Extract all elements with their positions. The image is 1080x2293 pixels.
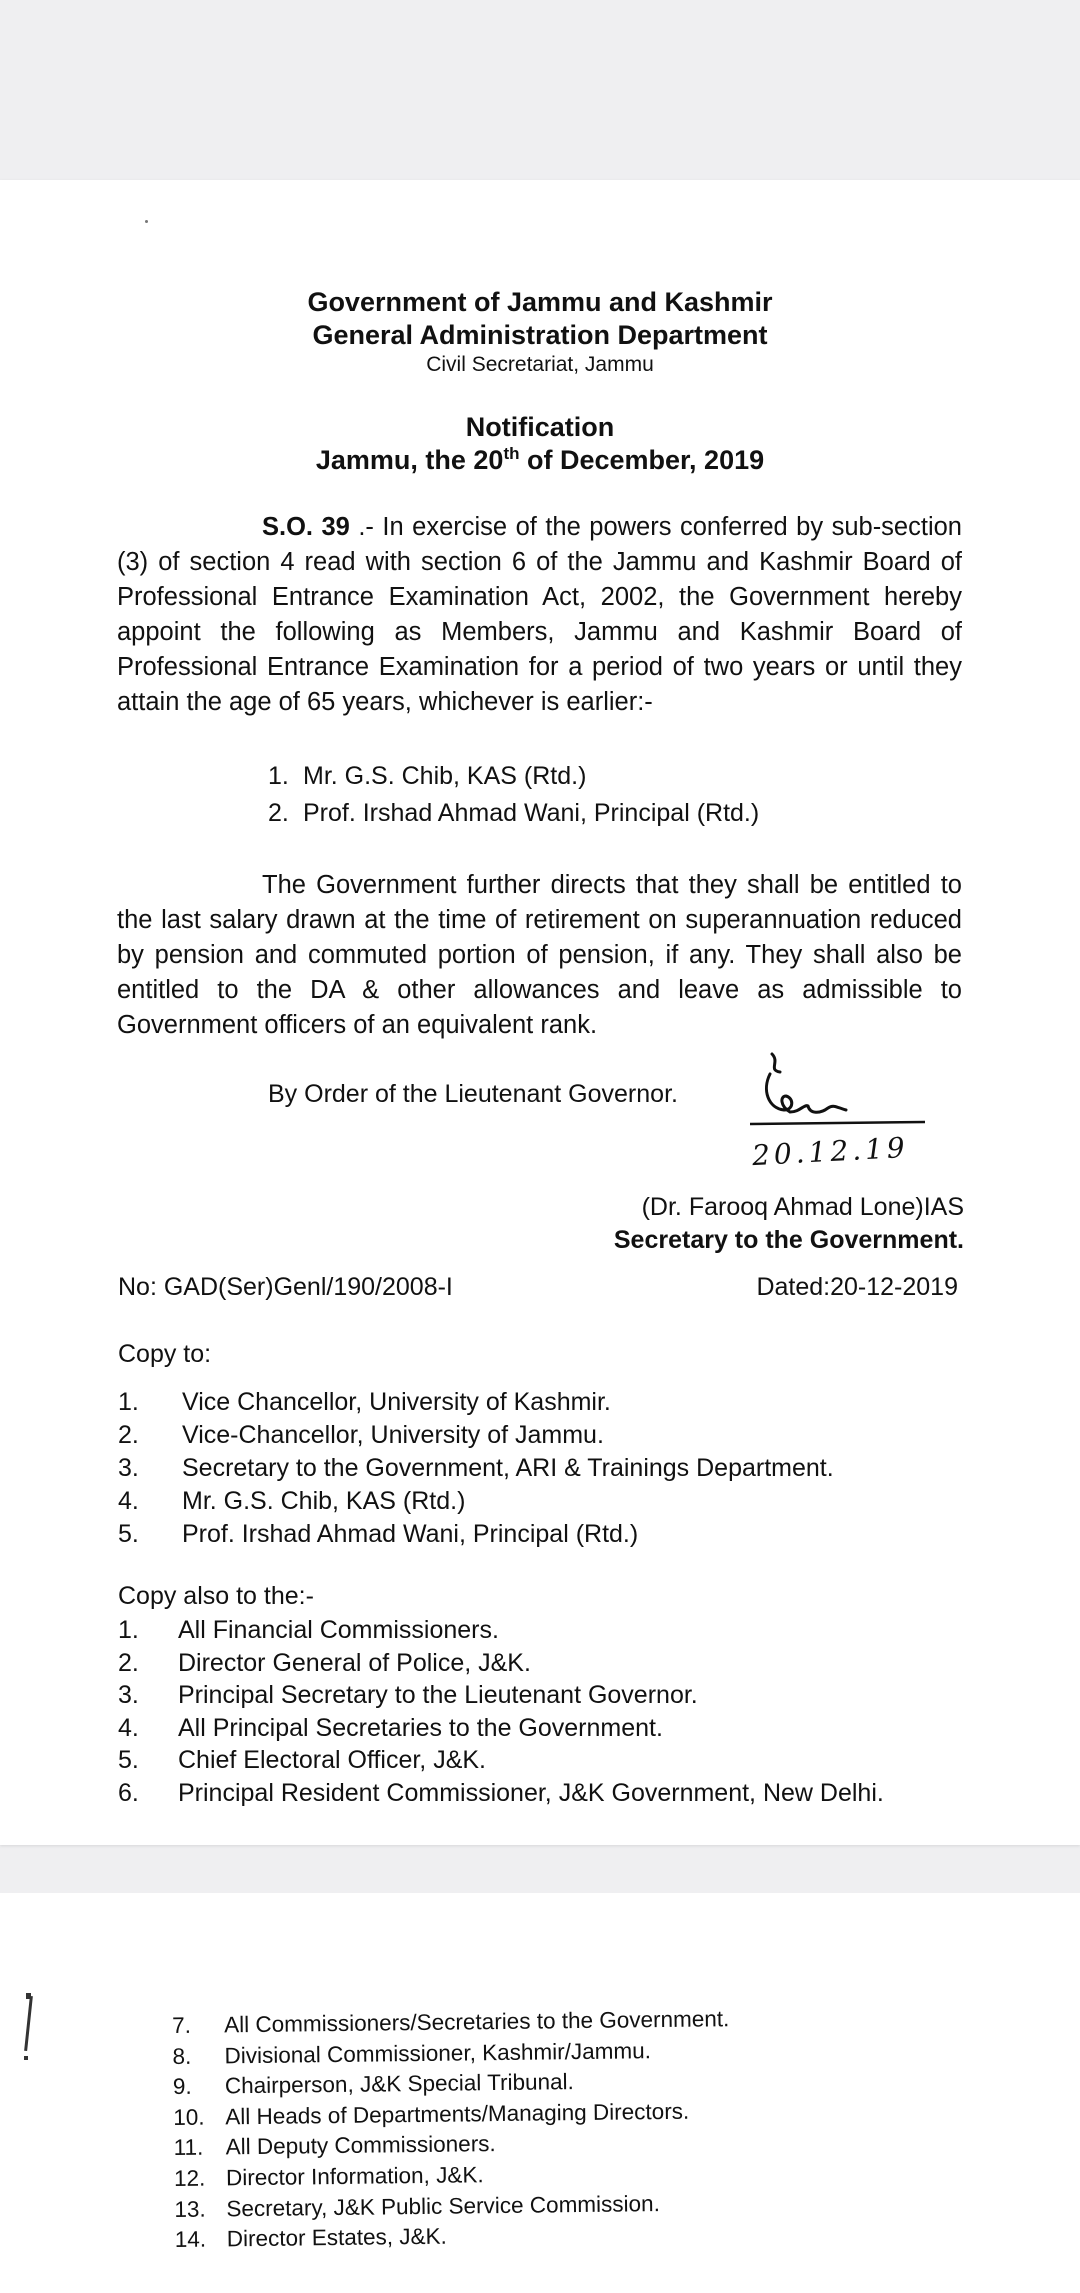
document-page-2 bbox=[0, 1893, 1080, 2293]
department-heading: General Administration Department bbox=[312, 320, 768, 350]
list-item: 9. Chairperson, J&K Special Tribunal. bbox=[172, 2069, 574, 2100]
list-item: 4. All Principal Secretaries to the Government. bbox=[118, 1713, 663, 1742]
list-item: 6. Principal Resident Commissioner, J&K Government, New Delhi. bbox=[118, 1778, 884, 1807]
signatory-name: (Dr. Farooq Ahmad Lone)IAS bbox=[641, 1193, 964, 1221]
list-item: 4. Mr. G.S. Chib, KAS (Rtd.) bbox=[118, 1487, 466, 1515]
notification-title: Notification bbox=[465, 412, 615, 442]
copy-also-heading: Copy also to the:- bbox=[118, 1582, 314, 1610]
signatory-designation: Secretary to the Government. bbox=[613, 1226, 964, 1254]
list-item: 1. Mr. G.S. Chib, KAS (Rtd.) bbox=[268, 762, 587, 790]
list-item: 2. Prof. Irshad Ahmad Wani, Principal (Rtd.) bbox=[268, 799, 760, 827]
members-list bbox=[268, 758, 759, 832]
notification-date-rest: of December, 2019 bbox=[519, 445, 765, 475]
scan-mark bbox=[26, 1993, 31, 1999]
list-item: 1. Vice Chancellor, University of Kashmir. bbox=[118, 1388, 611, 1416]
scan-speck bbox=[145, 220, 148, 223]
list-item: 8. Divisional Commissioner, Kashmir/Jammu. bbox=[172, 2037, 652, 2069]
so-number: S.O. 39 bbox=[262, 513, 350, 541]
notification-date-prefix: Jammu, the 20 bbox=[315, 445, 504, 475]
list-item: 2. Director General of Police, J&K. bbox=[118, 1648, 531, 1677]
government-heading: Government of Jammu and Kashmir bbox=[307, 287, 773, 317]
list-item: 7. All Commissioners/Secretaries to the Government. bbox=[172, 2006, 730, 2038]
copy-to-heading: Copy to: bbox=[118, 1340, 212, 1368]
list-item: 14. Director Estates, J&K. bbox=[174, 2223, 448, 2253]
list-item: 5. Chief Electoral Officer, J&K. bbox=[118, 1746, 486, 1774]
directions-text: The Government further directs that they shall be entitled to the last salary drawn at the time of retirement on superannuation reduced by pension and commuted portion of pension, if any. They shall also be entitled to the DA & other allowances and leave as admissible to Government officers of an equivalent rank. bbox=[117, 871, 962, 1039]
list-item: 13. Secretary, J&K Public Service Commission. bbox=[174, 2190, 661, 2222]
copy-also-list bbox=[118, 1614, 884, 1809]
directions-paragraph bbox=[117, 868, 962, 1043]
reference-number: No: GAD(Ser)Genl/190/2008-I bbox=[118, 1273, 453, 1301]
list-item: 5. Prof. Irshad Ahmad Wani, Principal (Rtd.) bbox=[118, 1520, 639, 1548]
list-item: 3. Principal Secretary to the Lieutenant Governor. bbox=[118, 1681, 698, 1709]
order-intro: .- In exercise of the powers conferred by sub-section (3) of section 4 read with section 6 of the Jammu and Kashmir Board of Professional Entrance Examination Act, 2002, the Government hereby appoint the following as Members, Jammu and Kashmir Board of Professional Entrance Examination for a period of two years or until they attain the age of 65 years, whichever is earlier:- bbox=[117, 513, 962, 716]
scan-mark bbox=[24, 2056, 28, 2060]
copy-to-list bbox=[118, 1386, 834, 1551]
order-paragraph bbox=[117, 510, 962, 720]
scan-mark bbox=[24, 1996, 33, 2051]
location-line: Civil Secretariat, Jammu bbox=[426, 353, 654, 376]
list-item: 2. Vice-Chancellor, University of Jammu. bbox=[118, 1421, 604, 1449]
list-item: 12. Director Information, J&K. bbox=[173, 2162, 484, 2191]
list-item: 3. Secretary to the Government, ARI & Trainings Department. bbox=[118, 1454, 834, 1482]
list-item: 1. All Financial Commissioners. bbox=[118, 1616, 499, 1644]
notification-date bbox=[0, 444, 1080, 476]
list-item: 10. All Heads of Departments/Managing Directors. bbox=[173, 2098, 690, 2130]
list-item: 11. All Deputy Commissioners. bbox=[173, 2131, 496, 2161]
signature-date: 20.12.19 bbox=[751, 1130, 910, 1173]
by-order-line: By Order of the Lieutenant Governor. bbox=[268, 1080, 678, 1108]
document-page-1 bbox=[0, 180, 1080, 1845]
reference-date: Dated:20-12-2019 bbox=[756, 1273, 958, 1301]
copy-also-list-continued bbox=[172, 2004, 732, 2256]
notification-date-suffix: th bbox=[503, 444, 520, 463]
